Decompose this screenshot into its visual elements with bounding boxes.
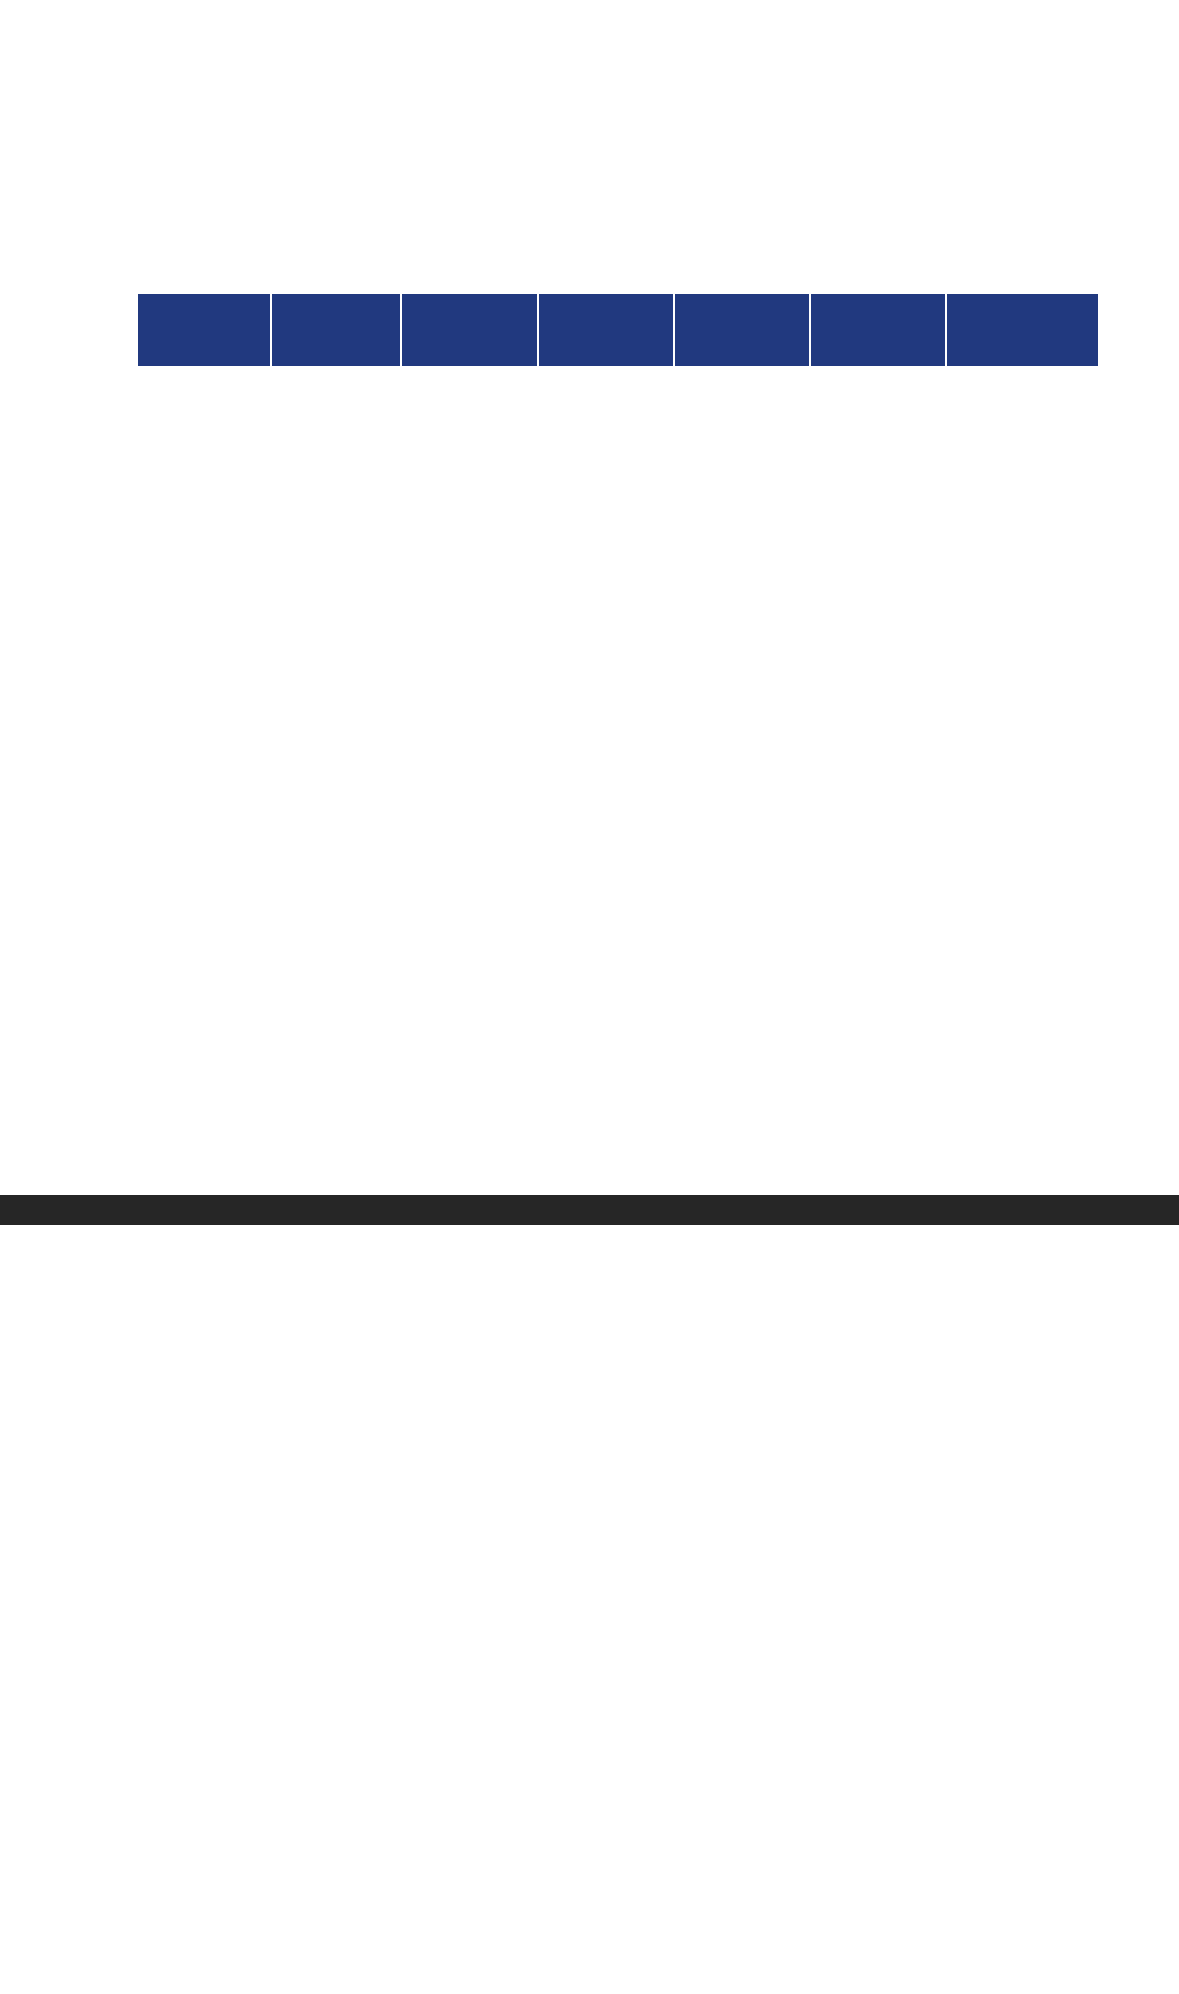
population-data-table-wrapper <box>138 294 1098 366</box>
graph-paper-grid <box>150 1588 1020 1994</box>
population-data-table <box>138 294 1098 366</box>
table-header-row <box>138 294 1098 366</box>
header-surviving-predators <box>810 294 946 366</box>
header-generation <box>138 294 271 366</box>
header-predator-offspring <box>946 294 1098 366</box>
header-initial-prey <box>271 294 401 366</box>
header-initial-predators <box>674 294 810 366</box>
header-total-prey-captured <box>401 294 538 366</box>
page-divider <box>0 1195 1179 1225</box>
graph-paper[interactable] <box>150 1588 1020 1994</box>
header-prey-survivors <box>538 294 674 366</box>
